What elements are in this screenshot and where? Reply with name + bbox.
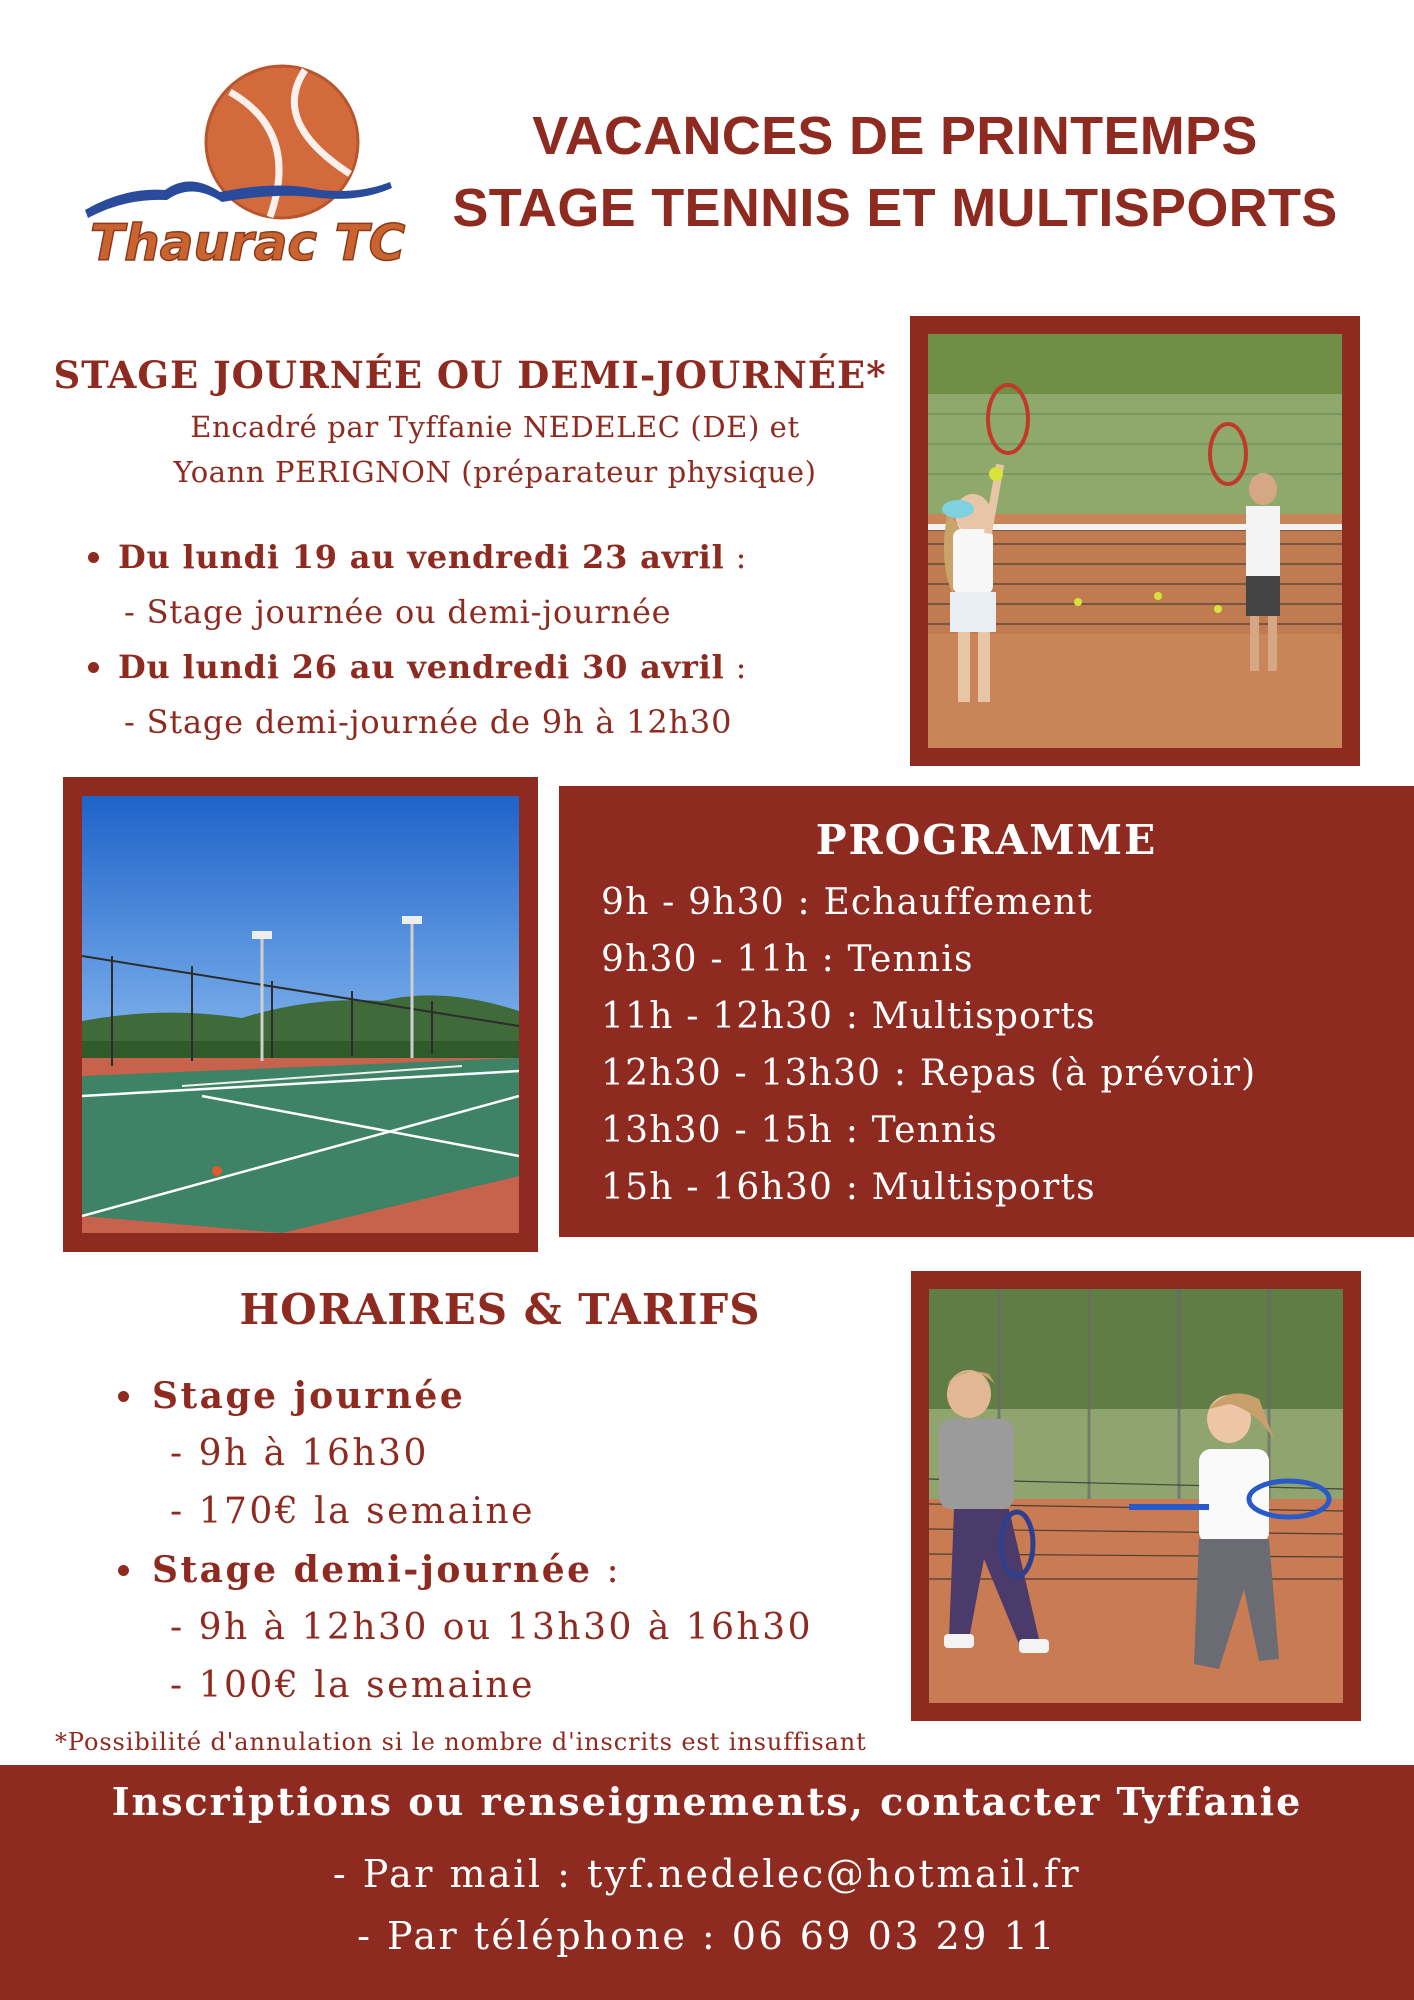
photo-girls-running [929,1289,1343,1703]
stage-section-title: STAGE JOURNÉE OU DEMI-JOURNÉE* [53,353,887,397]
footnote: *Possibilité d'annulation si le nombre d'inscrits est insuffisant [55,1728,867,1756]
stage-periods-list [88,530,747,750]
period-item [88,640,747,695]
headline-line-1: VACANCES DE PRINTEMPS [532,106,1258,166]
tarif-label: Stage journée [152,1375,466,1417]
thaurac-tc-logo [70,62,420,282]
programme-title: PROGRAMME [815,816,1158,864]
bullet-icon [118,1391,129,1402]
photo-kids-tennis-frame [910,316,1360,766]
contact-lines [0,1843,1414,1967]
tarif-suffix: : [592,1550,622,1591]
programme-item: 9h - 9h30 : Echauffement [601,882,1094,923]
period-label: Du lundi 19 au vendredi 23 avril [118,538,725,576]
period-detail: - Stage journée ou demi-journée [124,593,672,631]
photo-tennis-court [82,796,519,1233]
tarif-option [118,1541,813,1599]
programme-list [601,874,1256,1216]
programme-item: 9h30 - 11h : Tennis [601,939,974,980]
photo-girls-running-frame [911,1271,1361,1721]
programme-item: 12h30 - 13h30 : Repas (à prévoir) [601,1053,1257,1094]
tarif-option [118,1367,813,1425]
contact-phone: - Par téléphone : 06 69 03 29 11 [357,1914,1057,1958]
contact-title: Inscriptions ou renseignements, contacter Tyffanie [111,1779,1303,1824]
period-item [88,530,747,585]
tarif-detail: - 9h à 16h30 [170,1433,429,1474]
contact-mail: - Par mail : tyf.nedelec@hotmail.fr [332,1852,1082,1896]
stage-subtitle-line-1: Encadré par Tyffanie NEDELEC (DE) et [190,410,800,444]
programme-item: 13h30 - 15h : Tennis [601,1110,998,1151]
period-suffix: : [724,648,748,686]
bullet-icon [88,662,99,673]
tarifs-list [118,1367,813,1715]
bullet-icon [118,1565,129,1576]
tarifs-title: HORAIRES & TARIFS [239,1285,761,1334]
photo-tennis-court-frame [63,777,538,1252]
contact-footer [0,1765,1414,2000]
programme-item: 11h - 12h30 : Multisports [601,996,1096,1037]
period-detail: - Stage demi-journée de 9h à 12h30 [124,703,733,741]
bullet-icon [88,552,99,563]
tarif-detail: - 9h à 12h30 ou 13h30 à 16h30 [170,1607,814,1648]
stage-subtitle-line-2: Yoann PERIGNON (préparateur physique) [173,455,817,489]
headline-line-2: STAGE TENNIS ET MULTISPORTS [452,178,1338,238]
tarif-detail: - 170€ la semaine [170,1491,535,1532]
period-suffix: : [724,538,748,576]
svg-text:Thaurac TC: Thaurac TC [90,214,406,272]
photo-kids-tennis [928,334,1342,748]
tarif-detail: - 100€ la semaine [170,1665,535,1706]
programme-item: 15h - 16h30 : Multisports [601,1167,1096,1208]
tarif-label: Stage demi-journée [152,1549,593,1591]
programme-box [559,786,1414,1237]
period-label: Du lundi 26 au vendredi 30 avril [118,648,725,686]
